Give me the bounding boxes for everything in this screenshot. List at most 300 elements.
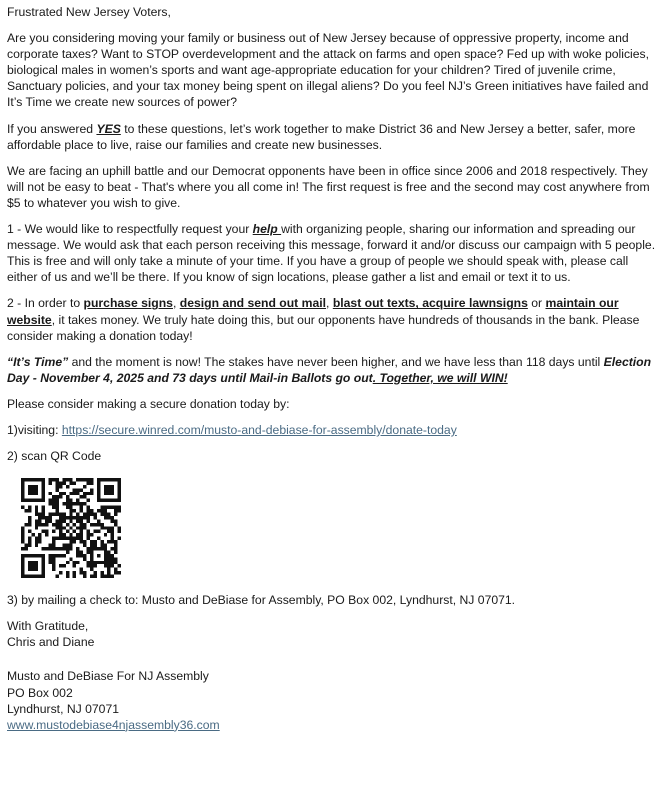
option-visit-label: 1)visiting: — [7, 422, 62, 437]
qr-module — [55, 513, 58, 516]
qr-module — [107, 499, 110, 502]
greeting: Frustrated New Jersey Voters, — [7, 5, 171, 19]
qr-module — [104, 485, 107, 488]
qr-module — [42, 564, 45, 567]
qr-module — [35, 485, 38, 488]
qr-module — [52, 568, 55, 571]
qr-module — [114, 478, 117, 481]
qr-module — [28, 489, 31, 492]
qr-module — [107, 551, 110, 554]
qr-module — [28, 478, 31, 481]
qr-module — [118, 485, 121, 488]
qr-module — [87, 520, 90, 523]
qr-module — [42, 506, 45, 509]
qr-module — [76, 533, 79, 536]
qr-module — [21, 533, 24, 536]
qr-module — [42, 571, 45, 574]
qr-module — [38, 554, 41, 557]
qr-module — [42, 523, 45, 526]
qr-module — [42, 485, 45, 488]
qr-module — [21, 557, 24, 560]
qr-module — [76, 561, 79, 564]
qr-module — [52, 561, 55, 564]
text-segment: , it takes money. We truly hate doing this, but our opponents have hundreds of thousands in the bank. Please consider making a donation today! — [7, 312, 640, 343]
qr-module — [97, 561, 100, 564]
qr-module — [97, 523, 100, 526]
qr-module — [73, 482, 76, 485]
send-mail-emphasis: design and send out mail — [179, 296, 327, 311]
qr-module — [107, 575, 110, 578]
qr-module — [111, 547, 114, 550]
qr-module — [49, 561, 52, 564]
qr-module — [35, 520, 38, 523]
qr-module — [21, 564, 24, 567]
qr-module — [107, 516, 110, 519]
qr-module — [38, 533, 41, 536]
qr-module — [93, 571, 96, 574]
qr-module — [59, 533, 62, 536]
qr-module — [42, 554, 45, 557]
qr-module — [111, 499, 114, 502]
qr-module — [73, 571, 76, 574]
qr-module — [90, 544, 93, 547]
qr-module — [97, 537, 100, 540]
qr-module — [42, 516, 45, 519]
qr-module — [80, 540, 83, 543]
qr-module — [45, 520, 48, 523]
qr-module — [107, 540, 110, 543]
qr-module — [28, 530, 31, 533]
qr-module — [55, 478, 58, 481]
qr-module — [76, 513, 79, 516]
qr-module — [62, 564, 65, 567]
website-link[interactable]: www.mustodebiase4njassembly36.com — [7, 717, 220, 732]
qr-module — [45, 516, 48, 519]
qr-module — [90, 551, 93, 554]
qr-module — [118, 526, 121, 529]
qr-module — [80, 523, 83, 526]
qr-module — [114, 551, 117, 554]
qr-module — [59, 516, 62, 519]
qr-module — [80, 489, 83, 492]
qr-module — [24, 544, 27, 547]
qr-module — [97, 499, 100, 502]
text-segment: If you answered — [7, 121, 97, 136]
qr-module — [107, 568, 110, 571]
qr-module — [42, 499, 45, 502]
qr-module — [80, 502, 83, 505]
qr-module — [111, 537, 114, 540]
qr-module — [28, 485, 31, 488]
qr-module — [83, 523, 86, 526]
qr-module — [31, 554, 34, 557]
qr-module — [21, 506, 24, 509]
qr-module — [93, 544, 96, 547]
qr-module — [45, 523, 48, 526]
text-segment: 2 - In order to — [7, 296, 84, 311]
qr-module — [66, 502, 69, 505]
qr-module — [62, 544, 65, 547]
qr-module — [73, 492, 76, 495]
qr-module — [62, 492, 65, 495]
qr-module — [52, 564, 55, 567]
qr-module — [21, 530, 24, 533]
qr-module — [49, 482, 52, 485]
qr-module — [104, 513, 107, 516]
qr-module — [28, 540, 31, 543]
qr-module — [93, 523, 96, 526]
qr-module — [97, 492, 100, 495]
qr-module — [90, 489, 93, 492]
qr-module — [66, 506, 69, 509]
qr-module — [69, 547, 72, 550]
qr-module — [38, 520, 41, 523]
qr-module — [52, 502, 55, 505]
qr-module — [66, 547, 69, 550]
org-city: Lyndhurst, NJ 07071 — [7, 701, 120, 716]
qr-module — [28, 516, 31, 519]
qr-module — [107, 557, 110, 560]
qr-module — [111, 564, 114, 567]
qr-module — [93, 516, 96, 519]
qr-module — [24, 499, 27, 502]
qr-module — [52, 495, 55, 498]
qr-module — [24, 509, 27, 512]
qr-module — [73, 537, 76, 540]
qr-module — [118, 492, 121, 495]
qr-module — [28, 537, 31, 540]
qr-module — [87, 513, 90, 516]
qr-module — [73, 564, 76, 567]
qr-module — [24, 575, 27, 578]
qr-module — [52, 506, 55, 509]
qr-module — [111, 485, 114, 488]
qr-module — [83, 571, 86, 574]
qr-module — [107, 561, 110, 564]
qr-module — [93, 530, 96, 533]
qr-module — [90, 478, 93, 481]
qr-module — [52, 513, 55, 516]
signers: Chris and Diane — [7, 635, 95, 650]
qr-module — [28, 492, 31, 495]
qr-module — [100, 523, 103, 526]
qr-module — [52, 540, 55, 543]
qr-module — [28, 506, 31, 509]
qr-module — [45, 547, 48, 550]
qr-module — [87, 516, 90, 519]
qr-module — [80, 478, 83, 481]
qr-module — [104, 564, 107, 567]
qr-module — [35, 561, 38, 564]
qr-module — [52, 537, 55, 540]
text-segment: or — [527, 296, 546, 311]
qr-module — [100, 506, 103, 509]
qr-module — [62, 520, 65, 523]
qr-module — [111, 533, 114, 536]
qr-module — [42, 561, 45, 564]
qr-module — [83, 575, 86, 578]
option-scan: 2) scan QR Code — [7, 449, 102, 464]
qr-module — [62, 537, 65, 540]
qr-module — [59, 485, 62, 488]
qr-module — [42, 557, 45, 560]
qr-module — [104, 516, 107, 519]
text-segment: , — [326, 296, 333, 311]
qr-module — [114, 499, 117, 502]
qr-module — [73, 530, 76, 533]
paragraph-request-help — [7, 221, 661, 285]
qr-module — [69, 502, 72, 505]
qr-module — [76, 499, 79, 502]
qr-module — [104, 551, 107, 554]
qr-module — [107, 554, 110, 557]
qr-module — [49, 478, 52, 481]
qr-module — [111, 516, 114, 519]
qr-module — [90, 575, 93, 578]
qr-module — [42, 575, 45, 578]
qr-module — [90, 540, 93, 543]
qr-module — [21, 540, 24, 543]
org-po-box: PO Box 002 — [7, 685, 73, 700]
qr-module — [90, 564, 93, 567]
qr-module — [76, 551, 79, 554]
qr-module — [76, 520, 79, 523]
qr-module — [80, 551, 83, 554]
qr-module — [45, 533, 48, 536]
qr-module — [35, 492, 38, 495]
qr-module — [55, 485, 58, 488]
qr-module — [90, 523, 93, 526]
qr-module — [118, 530, 121, 533]
qr-module — [90, 492, 93, 495]
qr-module — [83, 485, 86, 488]
qr-module — [83, 478, 86, 481]
qr-module — [69, 492, 72, 495]
qr-module — [62, 502, 65, 505]
qr-module — [73, 523, 76, 526]
org-name: Musto and DeBiase For NJ Assembly — [7, 669, 209, 684]
qr-module — [35, 506, 38, 509]
qr-module — [35, 526, 38, 529]
qr-module — [97, 489, 100, 492]
qr-module — [28, 523, 31, 526]
qr-module — [97, 530, 100, 533]
qr-module — [42, 478, 45, 481]
qr-module — [38, 513, 41, 516]
paragraph-uphill-battle: We are facing an uphill battle and our Democrat opponents have been in office since 2006 and 2018 respectively. They will not be easy to beat - That's where you all come in! The first request is free and the second may cost anywhere from $5 to whatever you wish to give. — [7, 163, 650, 210]
qr-module — [55, 495, 58, 498]
qr-module — [73, 575, 76, 578]
qr-module — [31, 575, 34, 578]
qr-module — [87, 509, 90, 512]
qr-module — [49, 554, 52, 557]
qr-module — [97, 485, 100, 488]
qr-module — [90, 554, 93, 557]
qr-module — [42, 568, 45, 571]
qr-module — [69, 513, 72, 516]
qr-module — [69, 499, 72, 502]
text-segment: 1 - We would like to respectfully request your — [7, 222, 253, 237]
qr-module — [21, 537, 24, 540]
qr-module — [35, 554, 38, 557]
qr-module — [76, 489, 79, 492]
qr-module — [31, 568, 34, 571]
qr-module — [100, 513, 103, 516]
qr-module — [104, 492, 107, 495]
qr-module — [31, 561, 34, 564]
qr-module — [55, 489, 58, 492]
qr-module — [76, 537, 79, 540]
qr-module — [104, 557, 107, 560]
qr-module — [104, 478, 107, 481]
qr-module — [97, 482, 100, 485]
qr-module — [93, 540, 96, 543]
qr-module — [80, 571, 83, 574]
qr-module — [62, 513, 65, 516]
qr-module — [73, 561, 76, 564]
qr-module — [31, 499, 34, 502]
election-day-emphasis: Election Day - November 4, 2025 and 73 days until Mail-in Ballots go out — [7, 354, 652, 385]
qr-module — [35, 509, 38, 512]
qr-code-icon[interactable] — [21, 478, 121, 578]
qr-module — [28, 564, 31, 567]
qr-module — [66, 544, 69, 547]
qr-module — [24, 523, 27, 526]
qr-module — [59, 547, 62, 550]
qr-module — [59, 554, 62, 557]
qr-module — [107, 530, 110, 533]
website-emphasis: maintain our website — [7, 296, 619, 327]
qr-module — [100, 526, 103, 529]
qr-module — [93, 561, 96, 564]
qr-module — [21, 478, 24, 481]
qr-module — [87, 533, 90, 536]
qr-module — [104, 489, 107, 492]
qr-module — [66, 571, 69, 574]
qr-module — [69, 478, 72, 481]
qr-module — [59, 526, 62, 529]
paragraph-issues: Are you considering moving your family or business out of New Jersey because of oppressive property, income and corporate taxes? Want to STOP overdevelopment and the attack on farms and open space? Fed up with woke policies, biological males in women’s sports and want age-appropriate education for your children? Tired of juvenile crime, Sanctuary policies, and your tax money being spent on illegal aliens? Do you feel NJ’s Green initiatives have failed and It’s Time we create new sources of power? — [7, 31, 650, 110]
qr-module — [80, 506, 83, 509]
qr-module — [104, 506, 107, 509]
qr-module — [107, 571, 110, 574]
qr-module — [107, 478, 110, 481]
qr-module — [114, 513, 117, 516]
qr-module — [97, 520, 100, 523]
qr-module — [111, 520, 114, 523]
qr-module — [80, 530, 83, 533]
qr-module — [83, 513, 86, 516]
qr-module — [66, 516, 69, 519]
qr-module — [66, 561, 69, 564]
qr-module — [100, 499, 103, 502]
qr-module — [49, 502, 52, 505]
qr-module — [55, 554, 58, 557]
qr-module — [28, 575, 31, 578]
qr-module — [100, 509, 103, 512]
qr-module — [21, 571, 24, 574]
qr-module — [62, 516, 65, 519]
qr-module — [45, 530, 48, 533]
qr-module — [76, 554, 79, 557]
qr-module — [49, 499, 52, 502]
qr-module — [80, 533, 83, 536]
qr-module — [87, 537, 90, 540]
qr-module — [62, 533, 65, 536]
qr-module — [21, 526, 24, 529]
qr-module — [107, 526, 110, 529]
qr-module — [97, 495, 100, 498]
qr-module — [42, 513, 45, 516]
qr-module — [55, 502, 58, 505]
qr-module — [55, 482, 58, 485]
text-segment: and the moment is now! The stakes have never been higher, and we have less than 118 days until — [68, 354, 604, 369]
qr-module — [118, 537, 121, 540]
qr-module — [31, 564, 34, 567]
qr-module — [107, 492, 110, 495]
qr-module — [55, 523, 58, 526]
qr-module — [80, 526, 83, 529]
qr-module — [83, 492, 86, 495]
qr-module — [100, 540, 103, 543]
blast-texts-emphasis: blast out texts, acquire lawnsigns — [332, 296, 528, 311]
qr-module — [35, 523, 38, 526]
qr-module — [66, 537, 69, 540]
qr-module — [49, 513, 52, 516]
donate-link[interactable]: https://secure.winred.com/musto-and-debiase-for-assembly/donate-today — [61, 422, 457, 437]
qr-module — [59, 523, 62, 526]
qr-module — [28, 509, 31, 512]
paragraph-donate-intro: Please consider making a secure donation today by: — [7, 396, 290, 411]
qr-module — [66, 495, 69, 498]
qr-module — [49, 492, 52, 495]
qr-module — [107, 489, 110, 492]
qr-module — [69, 520, 72, 523]
qr-module — [69, 509, 72, 512]
qr-module — [31, 489, 34, 492]
qr-module — [107, 485, 110, 488]
qr-module — [59, 530, 62, 533]
qr-module — [38, 478, 41, 481]
qr-module — [114, 568, 117, 571]
qr-module — [87, 561, 90, 564]
qr-module — [66, 575, 69, 578]
qr-module — [73, 489, 76, 492]
qr-module — [90, 547, 93, 550]
qr-module — [21, 575, 24, 578]
qr-module — [114, 544, 117, 547]
qr-module — [35, 575, 38, 578]
qr-module — [42, 509, 45, 512]
qr-module — [111, 554, 114, 557]
qr-module — [38, 516, 41, 519]
qr-module — [24, 547, 27, 550]
qr-module — [28, 554, 31, 557]
qr-module — [24, 554, 27, 557]
together-win-emphasis: . Together, we will WIN! — [372, 370, 508, 385]
paragraph-its-time — [7, 354, 661, 386]
qr-module — [21, 485, 24, 488]
qr-module — [87, 551, 90, 554]
qr-module — [35, 568, 38, 571]
qr-module — [31, 492, 34, 495]
qr-module — [76, 502, 79, 505]
qr-module — [42, 547, 45, 550]
qr-module — [55, 520, 58, 523]
qr-module — [111, 575, 114, 578]
qr-module — [35, 537, 38, 540]
qr-module — [55, 537, 58, 540]
